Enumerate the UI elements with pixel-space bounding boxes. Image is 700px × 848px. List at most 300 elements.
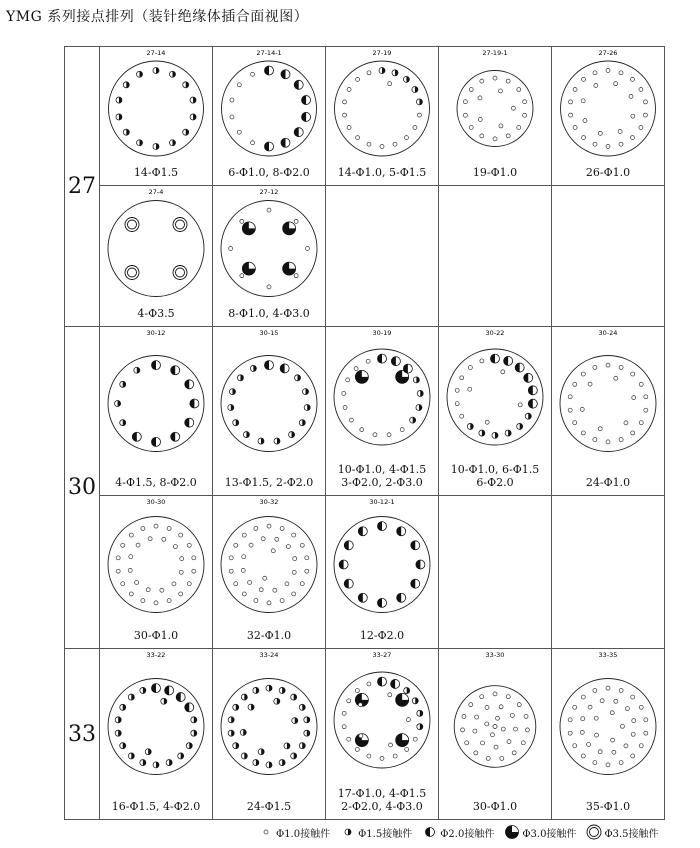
contact-description: 14-Φ1.5 [133, 166, 179, 179]
connector-cell [439, 649, 552, 820]
contact-s35 [587, 825, 601, 839]
contact-s20 [378, 354, 387, 363]
shell-size-cell [65, 649, 100, 820]
contact-s10 [347, 88, 351, 92]
contact-s15 [166, 760, 172, 766]
contact-s15 [413, 377, 419, 383]
table-row [65, 649, 665, 820]
contact-s10 [511, 106, 515, 110]
connector-code: 30-12 [146, 329, 166, 337]
contact-s20 [171, 432, 180, 441]
contact-s10 [347, 126, 351, 130]
contact-s20 [265, 66, 274, 75]
contact-s10 [486, 756, 490, 760]
contact-s10 [180, 557, 184, 561]
contact-s10 [629, 94, 633, 98]
contact-s10 [573, 382, 577, 386]
contact-s10 [588, 705, 592, 709]
connector-code: 30-22 [485, 329, 505, 337]
legend-item [340, 824, 412, 840]
contact-s15 [279, 760, 285, 766]
contact-s10 [241, 568, 245, 572]
contact-s10 [598, 131, 602, 135]
contact-s10 [366, 359, 370, 363]
contact-s15 [123, 129, 129, 135]
contact-s15 [190, 97, 196, 103]
contact-description: 4-Φ1.5, 8-Φ2.0 [115, 476, 197, 489]
contact-s15 [410, 417, 416, 423]
contact-description: 13-Φ1.5, 2-Φ2.0 [224, 476, 314, 489]
contact-s10 [573, 88, 577, 92]
contact-s10 [280, 599, 284, 603]
contact-s20 [281, 138, 290, 147]
contact-s15 [228, 405, 234, 411]
contact-s20 [528, 386, 537, 395]
contact-s10 [523, 100, 527, 104]
contact-s15 [116, 97, 122, 103]
contact-description: 10-Φ1.0, 4-Φ1.5 [337, 463, 427, 476]
contact-s10 [630, 136, 634, 140]
contact-s10 [501, 370, 505, 374]
connector-face [439, 47, 551, 158]
contact-s10 [518, 403, 522, 407]
contact-s15 [233, 420, 239, 426]
contact-description: 30-Φ1.0 [133, 629, 179, 642]
contact-s10 [506, 79, 510, 83]
contact-s20 [132, 432, 141, 441]
contact-s10 [356, 136, 360, 140]
pin-1-5-icon [340, 824, 356, 840]
contact-s20 [378, 522, 387, 531]
empty-cell [326, 186, 439, 327]
contact-s20 [190, 399, 199, 408]
contact-s10 [167, 599, 171, 603]
contact-s10 [346, 378, 350, 382]
shell-size-label: 30 [68, 475, 96, 500]
contact-s10 [286, 545, 290, 549]
contact-s15 [153, 144, 159, 150]
page-title: YMG 系列接点排列（装针绝缘体插合面视图） [6, 9, 309, 25]
contact-s10 [474, 751, 478, 755]
contact-s15 [120, 704, 126, 710]
contact-s20 [403, 364, 412, 373]
legend-item [422, 824, 494, 840]
insulator-outline [560, 679, 656, 775]
contact-s10 [160, 588, 164, 592]
contact-s10 [413, 126, 417, 130]
contact-s10 [342, 711, 346, 715]
empty-cell [552, 186, 665, 327]
insulator-outline [561, 61, 656, 156]
contact-s10 [179, 570, 183, 574]
contact-s10 [594, 733, 598, 737]
contact-s10 [347, 699, 351, 703]
contact-s15 [140, 760, 146, 766]
contact-s20 [426, 828, 435, 837]
contact-description: 17-Φ1.0, 4-Φ1.5 [337, 787, 427, 800]
contact-s10 [380, 756, 384, 760]
contact-s20 [358, 593, 367, 602]
contact-s10 [267, 208, 271, 212]
contact-description: 35-Φ1.0 [585, 800, 631, 813]
connector-cell [552, 649, 665, 820]
connector-face [100, 47, 212, 158]
contact-description: 4-Φ3.5 [137, 307, 175, 320]
contact-s10 [594, 84, 598, 88]
contact-s15 [169, 140, 175, 146]
connector-cell [213, 327, 326, 496]
contact-s10 [618, 129, 622, 133]
connector-face [213, 47, 325, 158]
connector-code: 33-27 [372, 651, 392, 659]
contact-s10 [359, 734, 363, 738]
connector-face [100, 649, 212, 792]
contact-s10 [242, 533, 246, 537]
contact-s15 [291, 694, 297, 700]
contact-s10 [460, 414, 464, 418]
contact-s15 [137, 140, 143, 146]
contact-s10 [493, 137, 497, 141]
contact-s15 [253, 687, 259, 693]
connector-cell [213, 47, 326, 186]
contact-s20 [152, 437, 161, 446]
connector-face [439, 327, 551, 455]
contact-s15 [233, 743, 239, 749]
contact-s10 [292, 592, 296, 596]
connector-code: 30-12-1 [369, 498, 395, 506]
contact-s10 [389, 743, 393, 747]
contact-s10 [404, 136, 408, 140]
contact-s10 [643, 113, 647, 117]
contact-s10 [614, 82, 618, 86]
contact-s10 [639, 382, 643, 386]
contact-s15 [248, 704, 254, 710]
contact-s10 [580, 407, 584, 411]
contact-s15 [295, 375, 301, 381]
contact-description: 8-Φ1.0, 4-Φ3.0 [228, 307, 310, 320]
contact-s10 [625, 707, 629, 711]
contact-s15 [183, 129, 189, 135]
contact-s10 [294, 219, 298, 223]
contact-s20 [524, 373, 533, 382]
contact-s10 [249, 543, 253, 547]
contact-s10 [360, 428, 364, 432]
contact-s10 [242, 592, 246, 596]
arrangement-table [64, 46, 665, 820]
contact-s15 [120, 743, 126, 749]
contact-s15 [128, 694, 134, 700]
contact-s15 [241, 694, 247, 700]
contact-s10 [141, 599, 145, 603]
contact-s10 [305, 556, 309, 560]
contact-s15 [392, 70, 398, 76]
contact-s15 [304, 717, 310, 723]
contact-s10 [619, 365, 623, 369]
contact-s10 [569, 113, 573, 117]
contact-s10 [644, 718, 648, 722]
contact-s15 [145, 749, 151, 755]
contact-s10 [499, 124, 503, 128]
contact-s10 [614, 699, 618, 703]
connector-face [100, 186, 212, 299]
contact-s10 [355, 689, 359, 693]
contact-s15 [417, 724, 423, 730]
contact-s15 [243, 432, 249, 438]
contact-s10 [280, 526, 284, 530]
contact-s15 [161, 698, 167, 704]
shell-size-label: 33 [68, 721, 96, 747]
contact-s15 [292, 718, 298, 724]
contact-s10 [506, 134, 510, 138]
contact-s10 [524, 714, 528, 718]
contact-s10 [230, 98, 234, 102]
contact-s10 [251, 72, 255, 76]
contact-s10 [481, 741, 485, 745]
connector-code: 33-24 [259, 651, 279, 659]
contact-s15 [228, 730, 234, 736]
contact-s10 [593, 438, 597, 442]
contact-s10 [172, 582, 176, 586]
contact-s15 [266, 685, 272, 691]
contact-s10 [192, 569, 196, 573]
connector-cell [213, 496, 326, 649]
contact-s10 [573, 126, 577, 130]
contact-s10 [267, 285, 271, 289]
contact-s10 [356, 77, 360, 81]
contact-s10 [583, 119, 587, 123]
contact-s20 [411, 541, 420, 550]
connector-cell [213, 649, 326, 820]
contact-s10 [237, 130, 241, 134]
connector-code: 27-14 [146, 49, 166, 57]
contact-description: 6-Φ2.0 [476, 476, 514, 489]
contact-s10 [116, 556, 120, 560]
contact-s10 [342, 391, 346, 395]
contact-s15 [186, 743, 192, 749]
contact-s10 [343, 100, 347, 104]
contact-s30 [242, 262, 255, 275]
table-row [65, 496, 665, 649]
contact-s15 [115, 401, 121, 407]
contact-description: 10-Φ1.0, 6-Φ1.5 [450, 463, 540, 476]
contact-s15 [120, 420, 126, 426]
insulator-outline [560, 356, 656, 452]
contact-s15 [115, 717, 121, 723]
contact-s10 [240, 274, 244, 278]
contact-s15 [492, 432, 498, 438]
shell-size-label: 27 [68, 174, 96, 199]
contact-s10 [229, 556, 233, 560]
connector-code: 27-19-1 [482, 49, 508, 57]
contact-s20 [397, 593, 406, 602]
contact-s10 [367, 682, 371, 686]
contact-s20 [378, 598, 387, 607]
contact-s10 [582, 77, 586, 81]
contact-s10 [465, 741, 469, 745]
contact-s10 [593, 365, 597, 369]
insulator-outline [108, 517, 204, 613]
contact-s10 [506, 695, 510, 699]
contact-s15 [120, 381, 126, 387]
contact-s10 [498, 89, 502, 93]
contact-s10 [136, 543, 140, 547]
contact-s10 [632, 719, 636, 723]
contact-s15 [299, 704, 305, 710]
contact-s10 [598, 750, 602, 754]
contact-s35 [173, 266, 187, 280]
pin-3-0-icon [504, 824, 520, 840]
contact-s15 [240, 729, 246, 735]
connector-face [552, 649, 664, 792]
connector-cell [439, 327, 552, 496]
contact-s10 [355, 747, 359, 751]
contact-s15 [241, 753, 247, 759]
connector-cell [552, 47, 665, 186]
legend-label: Φ3.5接触件 [604, 828, 659, 840]
contact-s10 [128, 568, 132, 572]
connector-code: 33-35 [598, 651, 618, 659]
contact-s10 [581, 695, 585, 699]
contact-s10 [292, 570, 296, 574]
contact-s15 [304, 405, 310, 411]
contact-s10 [248, 580, 252, 584]
contact-s10 [639, 88, 643, 92]
contact-s30 [506, 826, 519, 839]
connector-face [326, 649, 438, 779]
contact-s10 [600, 699, 604, 703]
connector-code: 27-19 [372, 49, 392, 57]
contact-description: 2-Φ2.0, 4-Φ3.0 [341, 800, 423, 813]
contact-s10 [367, 754, 371, 758]
connector-face [100, 496, 212, 621]
contact-s15 [229, 389, 235, 395]
legend-item [504, 824, 576, 840]
contact-s10 [611, 738, 615, 742]
connector-cell [100, 47, 213, 186]
contact-s10 [496, 716, 500, 720]
contact-s10 [587, 742, 591, 746]
contact-s10 [568, 408, 572, 412]
contact-s20 [294, 80, 303, 89]
contact-s10 [468, 366, 472, 370]
connector-cell [326, 327, 439, 496]
contact-s10 [234, 543, 238, 547]
contact-s15 [123, 82, 129, 88]
contact-s10 [393, 754, 397, 758]
contact-s10 [187, 582, 191, 586]
contact-s10 [517, 703, 521, 707]
contact-s10 [630, 77, 634, 81]
contact-s20 [152, 361, 161, 370]
connector-code: 33-30 [485, 651, 505, 659]
contact-s10 [455, 402, 459, 406]
connector-code: 30-24 [598, 329, 618, 337]
contact-s10 [493, 692, 497, 696]
contact-s20 [378, 677, 387, 686]
contact-s15 [237, 375, 243, 381]
contact-s10 [612, 750, 616, 754]
contact-s10 [499, 705, 503, 709]
connector-cell [100, 186, 213, 327]
contact-s30 [283, 262, 296, 275]
contact-s10 [480, 79, 484, 83]
connector-cell [213, 186, 326, 327]
connector-face [213, 496, 325, 621]
connector-face [326, 47, 438, 158]
contact-s10 [242, 555, 246, 559]
contact-s10 [393, 142, 397, 146]
contact-s15 [379, 68, 385, 74]
contact-s10 [521, 741, 525, 745]
contact-s10 [494, 745, 498, 749]
legend-label: Φ3.0接触件 [522, 828, 577, 840]
contact-s10 [569, 100, 573, 104]
contact-s10 [179, 533, 183, 537]
contact-s10 [639, 126, 643, 130]
contact-s10 [154, 601, 158, 605]
contact-s10 [141, 526, 145, 530]
contact-s35 [173, 218, 187, 232]
contact-s10 [285, 582, 289, 586]
contact-s15 [303, 389, 309, 395]
contact-description: 24-Φ1.5 [246, 800, 292, 813]
contact-s10 [230, 115, 234, 119]
contact-s10 [588, 382, 592, 386]
contact-s10 [594, 716, 598, 720]
contact-s10 [148, 537, 152, 541]
contact-s15 [345, 829, 351, 835]
contact-s10 [493, 76, 497, 80]
contact-s10 [135, 580, 139, 584]
contact-s20 [171, 366, 180, 375]
contact-s35 [125, 218, 139, 232]
contact-s10 [294, 274, 298, 278]
shell-size-cell [65, 47, 100, 327]
contact-s10 [259, 588, 263, 592]
contact-s20 [504, 356, 513, 365]
table-row [65, 327, 665, 496]
contact-s10 [463, 100, 467, 104]
contact-s10 [468, 387, 472, 391]
contact-s10 [614, 376, 618, 380]
contact-s10 [367, 71, 371, 75]
contact-description: 24-Φ1.0 [585, 476, 631, 489]
contact-s10 [631, 732, 635, 736]
contact-s15 [250, 365, 256, 371]
contact-s15 [289, 432, 295, 438]
contact-s10 [485, 705, 489, 709]
contact-s20 [302, 96, 311, 105]
connector-code: 27-14-1 [256, 49, 282, 57]
connector-code: 30-32 [259, 498, 279, 506]
contact-s10 [349, 418, 353, 422]
contact-s10 [485, 420, 489, 424]
contact-s10 [513, 727, 517, 731]
connector-cell [100, 496, 213, 649]
contact-description: 16-Φ1.5, 4-Φ2.0 [111, 800, 201, 813]
contact-s10 [644, 395, 648, 399]
contact-s15 [299, 743, 305, 749]
contact-s15 [417, 710, 423, 716]
table-row [65, 186, 665, 327]
contact-s15 [191, 717, 197, 723]
contact-s15 [258, 749, 264, 755]
contact-s10 [643, 100, 647, 104]
contact-s15 [266, 762, 272, 768]
contact-s10 [146, 588, 150, 592]
connector-face [213, 649, 325, 792]
contact-s15 [304, 730, 310, 736]
